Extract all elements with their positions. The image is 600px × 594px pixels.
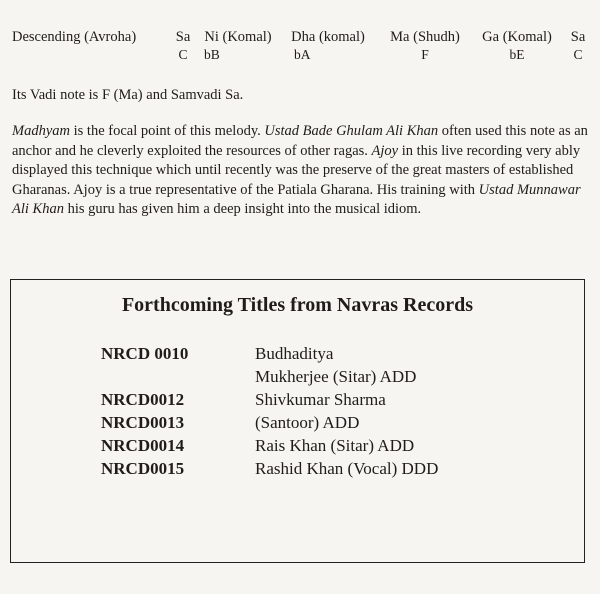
note-western: C (573, 47, 583, 62)
body-text: in this live recording very ably displayed this technique which until recently was the preserve of the great masters of established Gharanas. Ajoy is a true representative of the Patiala Gharana. His training with (12, 142, 581, 198)
note-name: Ni (Komal) (204, 29, 272, 45)
body-text: is the focal point of this melody. (70, 123, 265, 139)
catalog-title: (Santoor) ADD (255, 413, 360, 432)
forthcoming-title: Forthcoming Titles from Navras Records (121, 294, 474, 316)
note-western: F (421, 47, 429, 62)
catalog-code: NRCD0014 (101, 436, 185, 455)
catalog-row (101, 436, 551, 459)
body-text: often used this note as an anchor and he cleverly exploited the resources of other ragas. (12, 123, 588, 159)
note-western: bE (509, 47, 525, 62)
scale-note (198, 28, 278, 64)
italic-text: Ustad Munnawar Ali Khan (12, 181, 581, 217)
note-name: Sa (570, 29, 586, 45)
body-text: his guru has given him a deep insight into the musical idiom. (63, 201, 422, 217)
catalog-row (101, 390, 551, 413)
scale-note (564, 28, 592, 64)
catalog-row (101, 413, 551, 436)
vadi-line: Its Vadi note is F (Ma) and Samvadi Sa. (12, 87, 244, 103)
scale-note (280, 28, 376, 64)
catalog-title: Rashid Khan (Vocal) DDD (255, 459, 439, 478)
note-western: C (178, 47, 188, 62)
italic-text: Ustad Bade Ghulam Ali Khan (264, 123, 439, 139)
catalog-title: Rais Khan (Sitar) ADD (255, 436, 415, 455)
catalog-list (101, 344, 551, 482)
forthcoming-box (10, 279, 585, 563)
note-name: Sa (175, 29, 191, 45)
scale-note (473, 28, 561, 64)
catalog-code: NRCD0015 (101, 459, 185, 478)
note-name: Dha (komal) (291, 29, 365, 45)
catalog-title: Shivkumar Sharma (255, 390, 386, 409)
catalog-code: NRCD 0010 (101, 344, 189, 363)
description-paragraph (12, 122, 588, 220)
scale-note (168, 28, 198, 64)
scale-label: Descending (Avroha) (12, 29, 137, 45)
note-western: bB (204, 47, 220, 62)
catalog-title: Mukherjee (Sitar) ADD (255, 367, 417, 386)
catalog-row (101, 367, 551, 390)
italic-text: Madhyam (12, 123, 70, 139)
catalog-row (101, 344, 551, 367)
catalog-row (101, 459, 551, 482)
italic-text: Ajoy (371, 142, 399, 159)
catalog-title: Budhaditya (255, 344, 334, 363)
note-name: Ga (Komal) (482, 29, 552, 45)
scale-note (380, 28, 470, 64)
note-western: bA (294, 47, 311, 62)
note-name: Ma (Shudh) (390, 29, 460, 45)
catalog-code: NRCD0013 (101, 413, 185, 432)
catalog-code: NRCD0012 (101, 390, 185, 409)
